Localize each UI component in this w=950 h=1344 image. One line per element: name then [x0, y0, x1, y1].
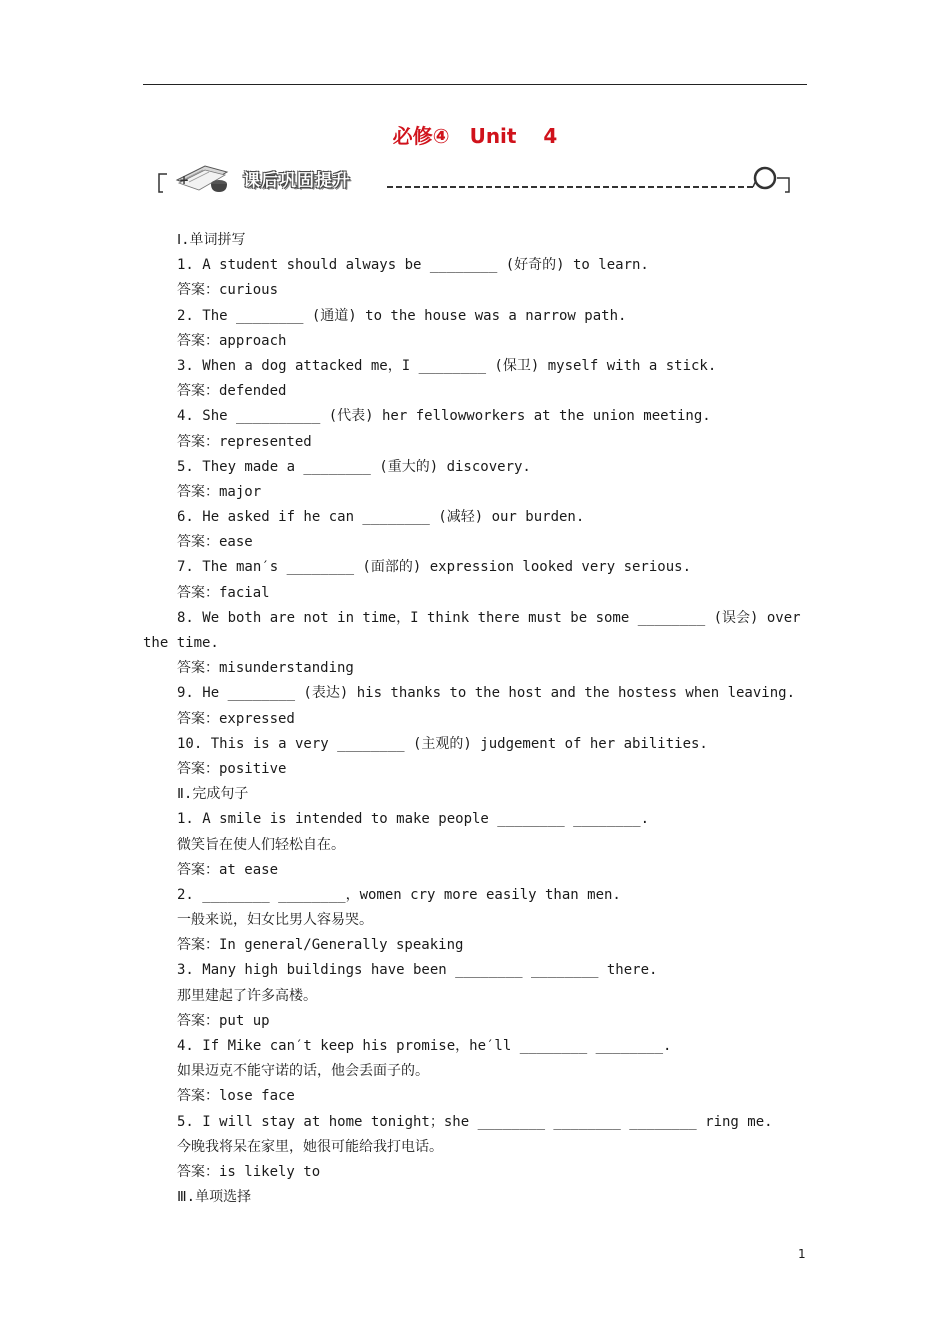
question: 6. He asked if he can ________ (减轻) our burden. [177, 509, 585, 526]
answer: 答案：is likely to [177, 1163, 321, 1180]
question: 5. I will stay at home tonight；she ________ ________ ________ ring me. [177, 1113, 773, 1130]
question: 3. Many high buildings have been ________ ________ there. [177, 962, 658, 979]
question: 8. We both are not in time，I think there must be some ________ (误会) over [177, 609, 801, 626]
section-banner [155, 156, 795, 196]
question: 5. They made a ________ (重大的) discovery. [177, 458, 531, 475]
answer: 答案：expressed [177, 710, 295, 727]
answer: 答案：In general/Generally speaking [177, 937, 464, 954]
page-title: 必修④ Unit 4 [392, 124, 558, 148]
exercise-content [143, 228, 807, 1210]
question: 4. If Mike can′t keep his promise，he′ll ________ ________. [177, 1038, 672, 1054]
question: 10. This is a very ________ (主观的) judgement of her abilities. [177, 735, 708, 752]
answer: 答案：defended [177, 383, 287, 400]
section-heading: Ⅱ.完成句子 [177, 786, 249, 803]
question-continued: the time. [143, 635, 219, 651]
question: 7. The man′s ________ (面部的) expression looked very serious. [177, 559, 692, 576]
answer: 答案：misunderstanding [177, 660, 354, 677]
question: 9. He ________ (表达) his thanks to the host and the hostess when leaving. [177, 685, 796, 702]
answer: 答案：approach [177, 332, 287, 349]
page-number: 1 [798, 1247, 806, 1261]
answer: 答案：ease [177, 534, 253, 551]
answer: 答案：major [177, 483, 262, 500]
translation: 一般来说，妇女比男人容易哭。 [177, 912, 373, 929]
answer: 答案：facial [177, 584, 270, 601]
header-rule [143, 84, 807, 85]
translation: 如果迈克不能守诺的话，他会丢面子的。 [177, 1063, 429, 1080]
section-heading: Ⅲ.单项选择 [177, 1189, 252, 1206]
question: 1. A student should always be ________ (好奇的) to learn. [177, 257, 649, 274]
answer: 答案：put up [177, 1012, 270, 1029]
translation: 今晚我将呆在家里，她很可能给我打电话。 [177, 1138, 443, 1155]
answer: 答案：at ease [177, 861, 279, 878]
section-heading: Ⅰ.单词拼写 [177, 232, 246, 248]
question: 3. When a dog attacked me，I ________ (保卫) myself with a stick. [177, 357, 717, 374]
answer: 答案：lose face [177, 1088, 295, 1105]
question: 2. ________ ________，women cry more easily than men. [177, 886, 621, 903]
notebook-pen-icon [177, 166, 227, 192]
svg-text:+: + [179, 173, 190, 187]
circle-ornament-icon [755, 168, 775, 188]
answer: 答案：represented [177, 433, 312, 450]
translation: 微笑旨在使人们轻松自在。 [177, 836, 345, 853]
question: 4. She __________ (代表) her fellowworkers at the union meeting. [177, 408, 711, 425]
question: 1. A smile is intended to make people ________ ________. [177, 811, 650, 828]
banner-label: 课后巩固提升 [243, 171, 351, 191]
answer: 答案：positive [177, 760, 287, 777]
translation: 那里建起了许多高楼。 [177, 987, 317, 1004]
question: 2. The ________ (通道) to the house was a narrow path. [177, 307, 627, 324]
answer: 答案：curious [177, 282, 279, 299]
